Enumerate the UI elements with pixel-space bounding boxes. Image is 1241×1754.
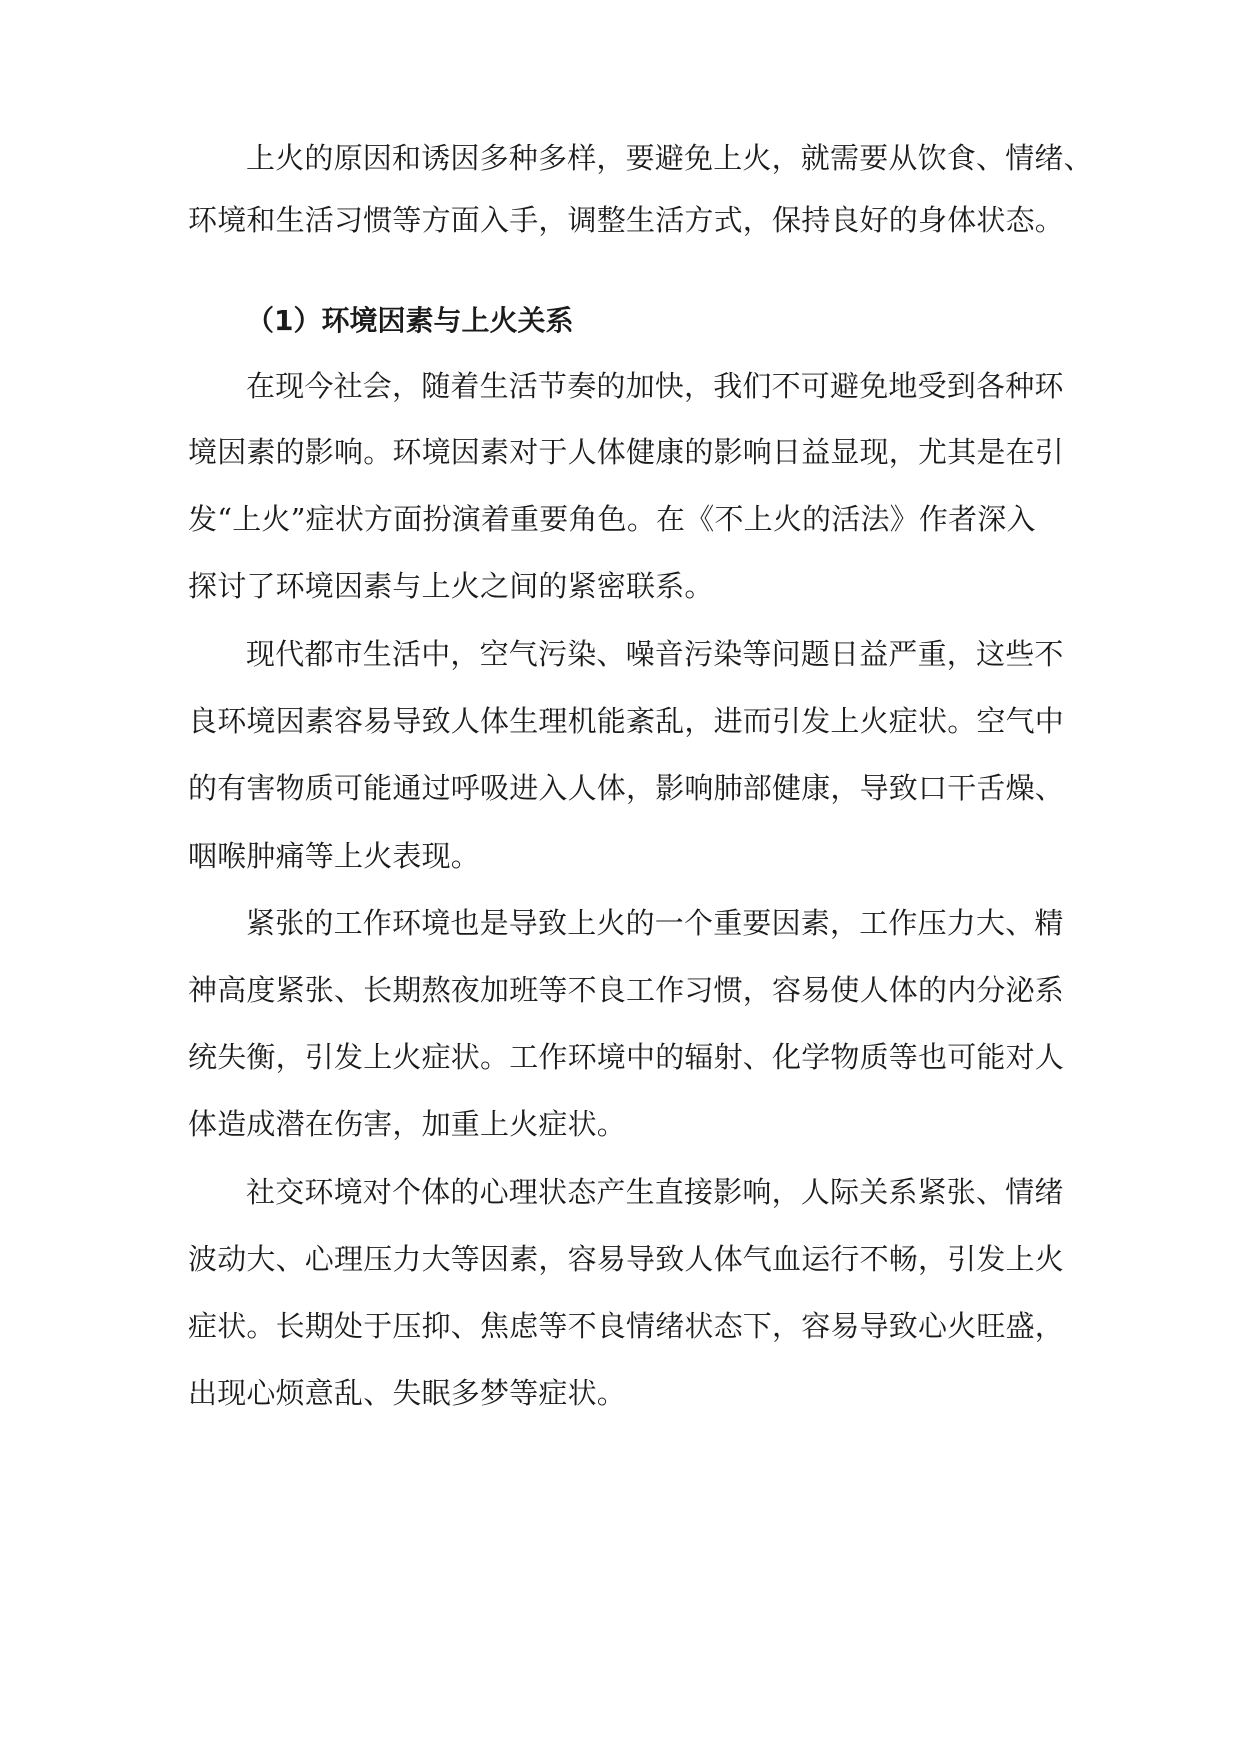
section-heading: （1）环境因素与上火关系	[246, 304, 574, 337]
paragraph-2-line-1: 现代都市生活中，空气污染、噪音污染等问题日益严重，这些不	[246, 637, 1064, 671]
paragraph-1-line-3: 发“上火”症状方面扮演着重要角色。在《不上火的活法》作者深入	[188, 502, 1036, 536]
intro-line-1: 上火的原因和诱因多种多样，要避免上火，就需要从饮食、情绪、	[246, 141, 1093, 175]
paragraph-1-line-1: 在现今社会，随着生活节奏的加快，我们不可避免地受到各种环	[246, 369, 1064, 403]
paragraph-3-line-3: 统失衡，引发上火症状。工作环境中的辐射、化学物质等也可能对人	[188, 1040, 1065, 1074]
intro-line-2: 环境和生活习惯等方面入手，调整生活方式，保持良好的身体状态。	[188, 203, 1065, 237]
paragraph-2-line-3: 的有害物质可能通过呼吸进入人体，影响肺部健康，导致口干舌燥、	[188, 771, 1065, 805]
paragraph-1-line-2: 境因素的影响。环境因素对于人体健康的影响日益显现，尤其是在引	[188, 435, 1065, 469]
paragraph-3-line-2: 神高度紧张、长期熬夜加班等不良工作习惯，容易使人体的内分泌系	[188, 973, 1065, 1007]
paragraph-2-line-4: 咽喉肿痛等上火表现。	[188, 839, 481, 873]
paragraph-4-line-1: 社交环境对个体的心理状态产生直接影响，人际关系紧张、情绪	[246, 1175, 1064, 1209]
paragraph-4-line-3: 症状。长期处于压抑、焦虑等不良情绪状态下，容易导致心火旺盛，	[188, 1309, 1065, 1343]
paragraph-4-line-2: 波动大、心理压力大等因素，容易导致人体气血运行不畅，引发上火	[188, 1242, 1065, 1276]
paragraph-3-line-1: 紧张的工作环境也是导致上火的一个重要因素，工作压力大、精	[246, 906, 1064, 940]
paragraph-3-line-4: 体造成潜在伤害，加重上火症状。	[188, 1107, 627, 1141]
paragraph-4-line-4: 出现心烦意乱、失眠多梦等症状。	[188, 1376, 627, 1410]
paragraph-2-line-2: 良环境因素容易导致人体生理机能紊乱，进而引发上火症状。空气中	[188, 704, 1065, 738]
paragraph-1-line-4: 探讨了环境因素与上火之间的紧密联系。	[188, 569, 714, 603]
